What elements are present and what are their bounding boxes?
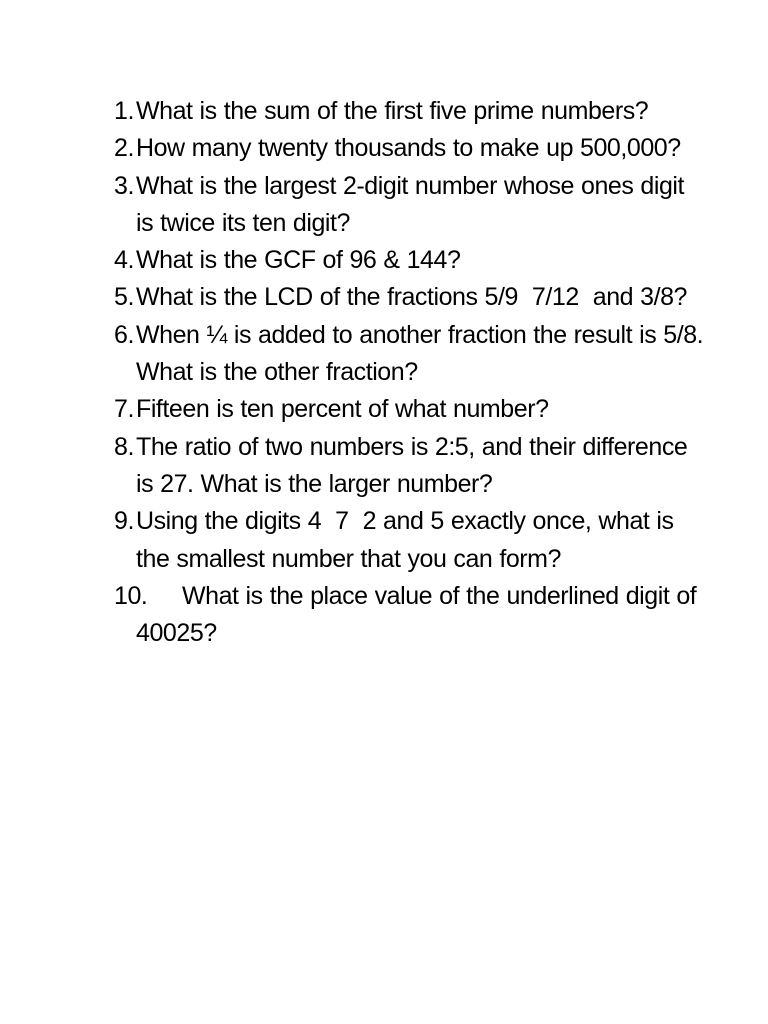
question-number: 8. (114, 432, 134, 461)
question-text: What is the LCD of the fractions 5/9 7/12 and 3/8? (136, 283, 687, 312)
question-text: Using the digits 4 7 2 and 5 exactly once, what is the smallest number that you can form? (136, 507, 681, 573)
question-number: 2. (114, 134, 134, 163)
question-text: When ¼ is added to another fraction the result is 5/8. What is the other fraction? (136, 320, 711, 387)
question-item (0, 429, 768, 504)
question-item (0, 317, 768, 392)
question-list (0, 93, 768, 652)
question-item (0, 168, 768, 243)
question-number: 7. (114, 395, 134, 424)
question-item (0, 578, 768, 653)
question-item (0, 391, 768, 428)
question-text: What is the GCF of 96 & 144? (136, 246, 461, 275)
question-number: 9. (114, 507, 134, 536)
question-text: What is the place value of the underlined digit of 40025? (136, 581, 704, 648)
question-item (0, 503, 768, 578)
question-item (0, 130, 768, 167)
question-number: 10. (114, 581, 148, 610)
question-text: Fifteen is ten percent of what number? (136, 395, 549, 424)
question-number: 5. (114, 283, 134, 312)
question-text: What is the sum of the first five prime numbers? (136, 97, 649, 125)
question-number: 3. (114, 171, 134, 200)
question-item (0, 242, 768, 279)
question-item (0, 279, 768, 316)
question-number: 1. (114, 97, 134, 125)
question-text: How many twenty thousands to make up 500,000? (136, 134, 681, 163)
question-text: What is the largest 2-digit number whose ones digit is twice its ten digit? (136, 171, 692, 237)
question-number: 6. (114, 320, 134, 349)
question-number: 4. (114, 246, 134, 275)
question-item (0, 93, 768, 130)
question-text: The ratio of two numbers is 2:5, and their difference is 27. What is the larger number? (136, 432, 695, 498)
